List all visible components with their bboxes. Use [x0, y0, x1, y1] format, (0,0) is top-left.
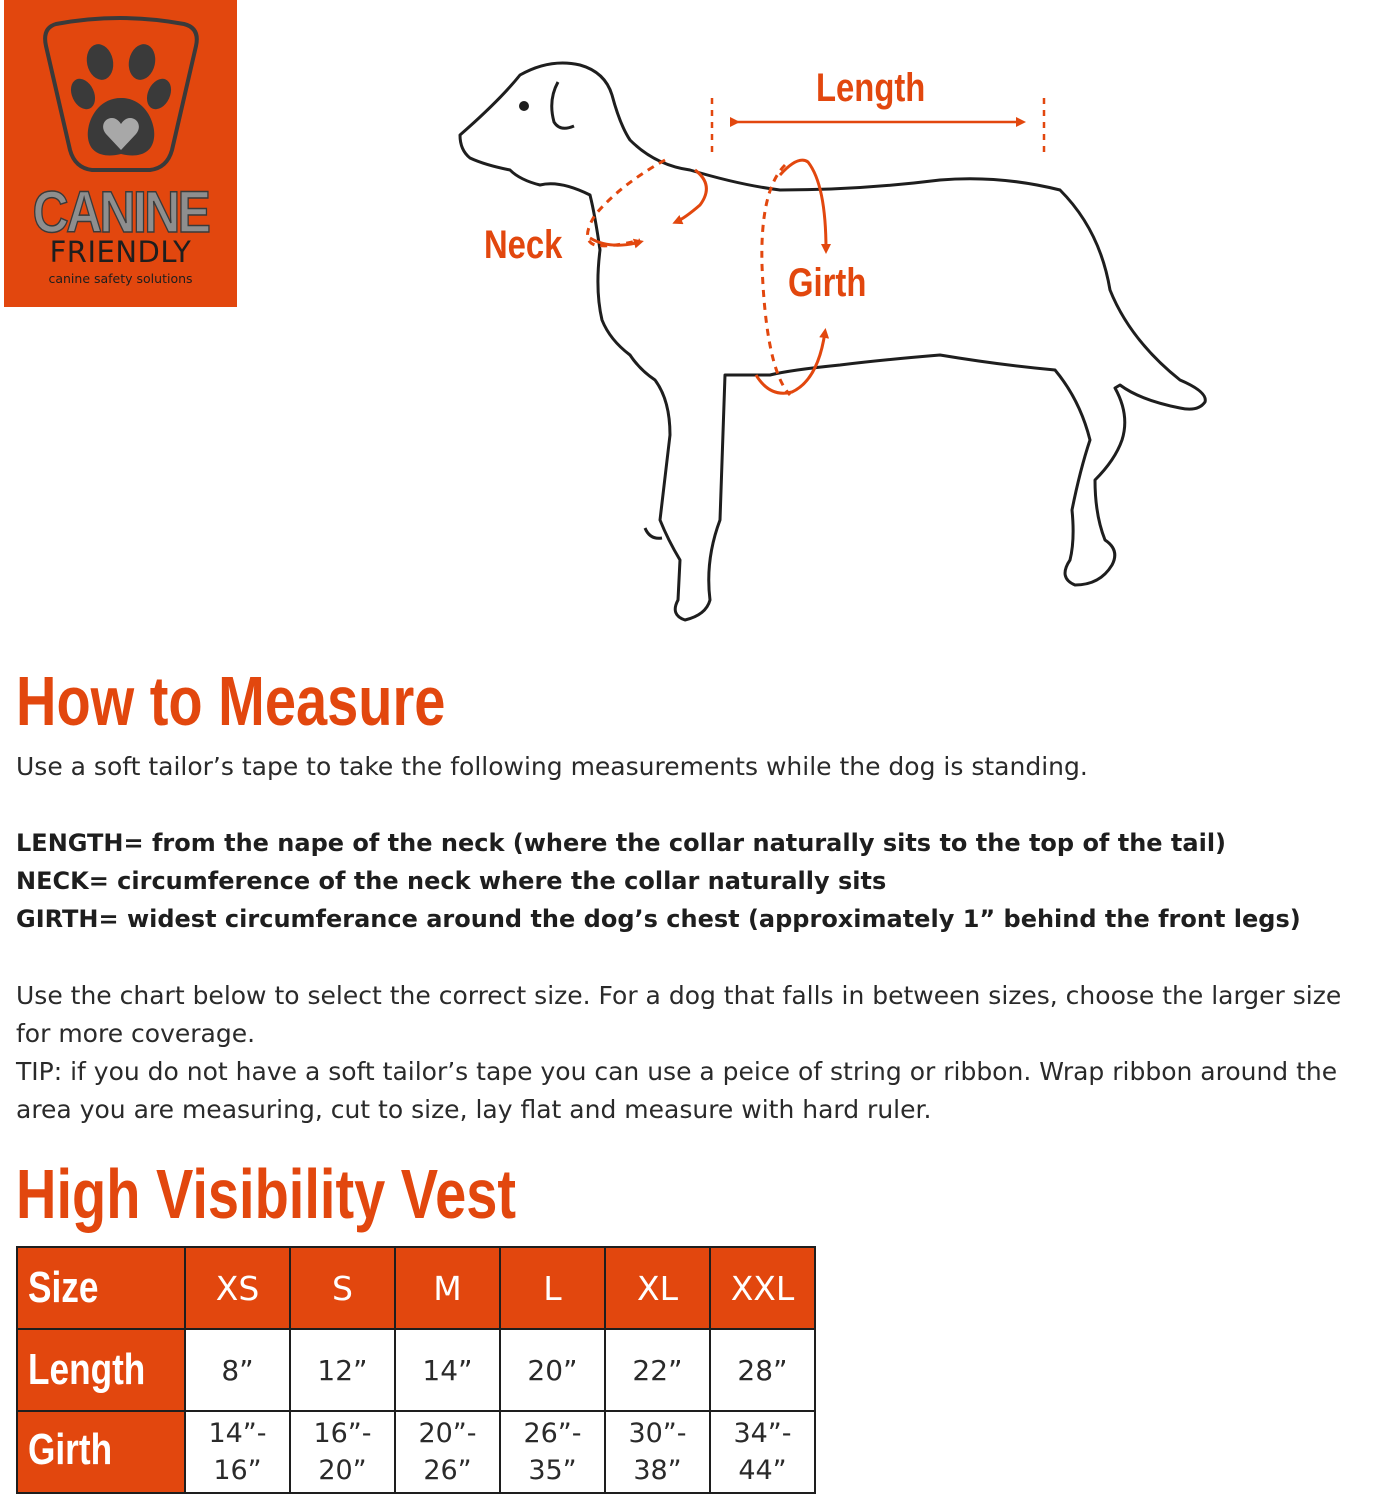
- size-cell: XL: [605, 1247, 710, 1329]
- size-row-label: Size: [17, 1247, 185, 1329]
- length-cell: 28”: [710, 1329, 815, 1411]
- girth-cell: 34”- 44”: [710, 1411, 815, 1493]
- girth-row: [17, 1411, 815, 1493]
- size-cell: M: [395, 1247, 500, 1329]
- neck-definition: NECK= circumference of the neck where the collar naturally sits: [16, 867, 887, 895]
- brand-tagline: canine safety solutions: [48, 271, 193, 286]
- brand-logo: [4, 0, 237, 307]
- length-cell: 8”: [185, 1329, 290, 1411]
- length-cell: 14”: [395, 1329, 500, 1411]
- dog-measurement-diagram: [440, 40, 1240, 630]
- girth-cell: 30”- 38”: [605, 1411, 710, 1493]
- brand-name-line1: CANINE: [32, 180, 209, 245]
- chart-line-1: Use the chart below to select the correct size. For a dog that falls in between sizes, choose the larger size: [16, 981, 1342, 1010]
- length-cell: 22”: [605, 1329, 710, 1411]
- length-row: [17, 1329, 815, 1411]
- size-header-row: [17, 1247, 815, 1329]
- brand-name-line2: FRIENDLY: [49, 235, 192, 269]
- size-cell: L: [500, 1247, 605, 1329]
- paw-heart-icon: [4, 0, 237, 190]
- size-cell: XXL: [710, 1247, 815, 1329]
- length-row-label: Length: [17, 1329, 185, 1411]
- vest-heading: High Visibility Vest: [16, 1155, 517, 1233]
- measurement-definitions: [16, 824, 1376, 938]
- length-cell: 12”: [290, 1329, 395, 1411]
- girth-label: Girth: [788, 261, 867, 305]
- girth-definition: GIRTH= widest circumferance around the dog’s chest (approximately 1” behind the front legs): [16, 905, 1301, 933]
- dog-outline-illustration: [440, 40, 1240, 630]
- girth-cell: 14”- 16”: [185, 1411, 290, 1493]
- girth-row-label: Girth: [17, 1411, 185, 1493]
- size-cell: XS: [185, 1247, 290, 1329]
- length-cell: 20”: [500, 1329, 605, 1411]
- chart-instructions: [16, 977, 1376, 1129]
- tip-line-1: TIP: if you do not have a soft tailor’s tape you can use a peice of string or ribbon. Wrap ribbon around the: [16, 1057, 1338, 1086]
- neck-label: Neck: [484, 223, 563, 267]
- size-cell: S: [290, 1247, 395, 1329]
- girth-cell: 16”- 20”: [290, 1411, 395, 1493]
- how-to-measure-heading: How to Measure: [16, 662, 446, 740]
- measure-intro: [16, 748, 1376, 786]
- tip-line-2: area you are measuring, cut to size, lay flat and measure with hard ruler.: [16, 1095, 932, 1124]
- girth-cell: 26”- 35”: [500, 1411, 605, 1493]
- chart-line-2: for more coverage.: [16, 1019, 256, 1048]
- length-label: Length: [816, 66, 926, 110]
- size-chart-table: [16, 1246, 816, 1494]
- intro-text: Use a soft tailor’s tape to take the following measurements while the dog is standing.: [16, 752, 1088, 781]
- girth-cell: 20”- 26”: [395, 1411, 500, 1493]
- length-definition: LENGTH= from the nape of the neck (where the collar naturally sits to the top of the tail): [16, 829, 1227, 857]
